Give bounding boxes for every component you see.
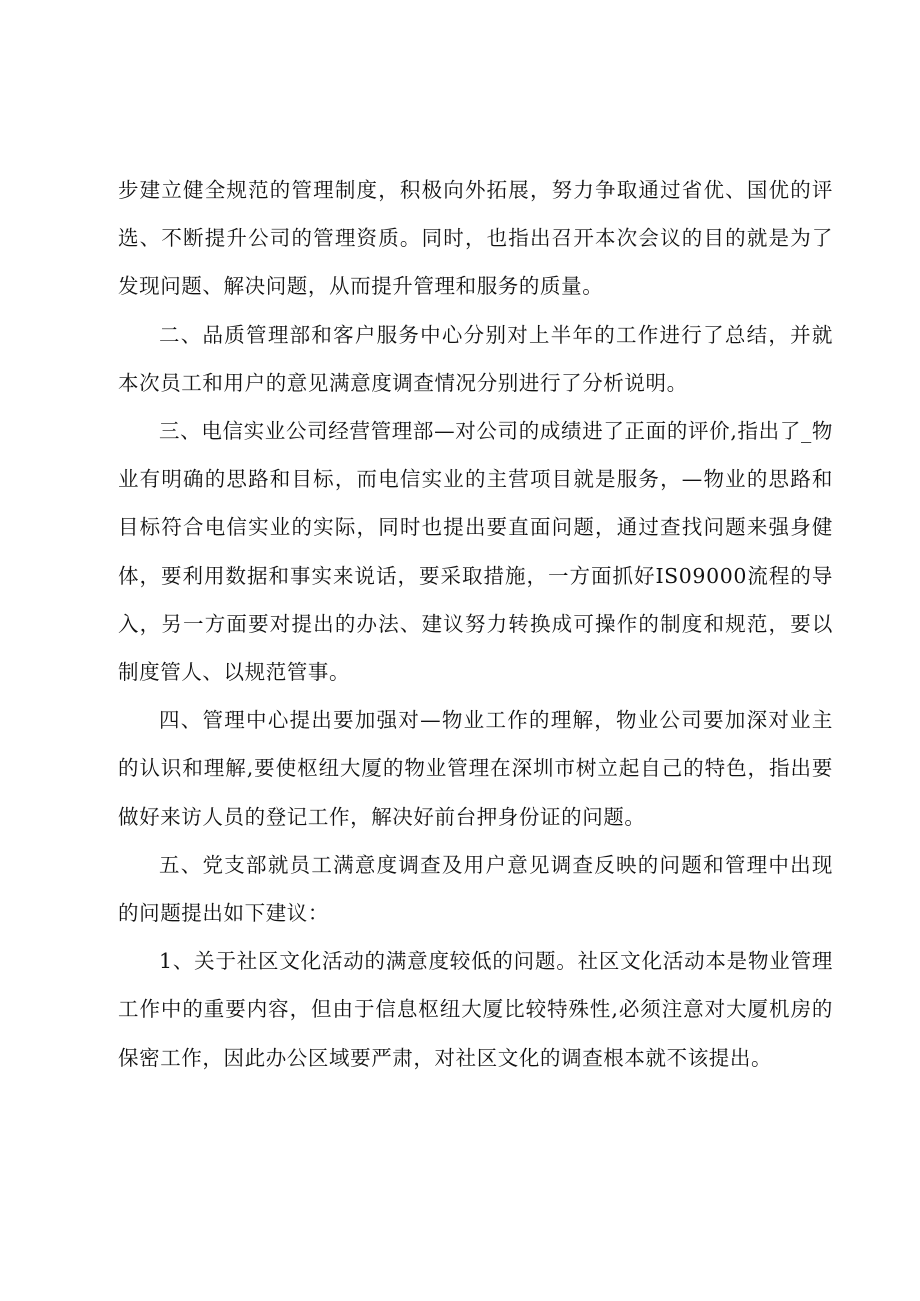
paragraph-item-2: 二、品质管理部和客户服务中心分别对上半年的工作进行了总结，并就本次员工和用户的意见满意度调查情况分别进行了分析说明。: [118, 322, 833, 395]
paragraph-item-5: 五、党支部就员工满意度调查及用户意见调查反映的问题和管理中出现的问题提出如下建议：: [118, 852, 833, 926]
paragraph-item-4: 四、管理中心提出要加强对—物业工作的理解，物业公司要加深对业主的认识和理解,要使枢纽大厦的物业管理在深圳市树立起自己的特色，指出要做好来访人员的登记工作，解决好前台押身份证的问题。: [118, 708, 833, 829]
paragraph-suggestion-1: 1、关于社区文化活动的满意度较低的问题。社区文化活动本是物业管理工作中的重要内容，但由于信息枢纽大厦比较特殊性,必须注意对大厦机房的保密工作，因此办公区域要严肃，对社区文化的调查根本就不该提出。: [118, 949, 833, 1070]
document-body: [118, 166, 833, 1082]
paragraph-item-3: 三、电信实业公司经营管理部—对公司的成绩进了正面的评价,指出了_物业有明确的思路和目标，而电信实业的主营项目就是服务，—物业的思路和目标符合电信实业的实际，同时也提出要直面问题，通过查找问题来强身健体，要利用数据和事实来说话，要采取措施，一方面抓好IS09000流程的导入，另一方面要对提出的办法、建议努力转换成可操作的制度和规范，要以制度管人、以规范管事。: [118, 419, 833, 685]
paragraph-continuation: 步建立健全规范的管理制度，积极向外拓展，努力争取通过省优、国优的评选、不断提升公司的管理资质。同时，也指出召开本次会议的目的就是为了发现问题、解决问题，从而提升管理和服务的质量。: [118, 178, 833, 299]
